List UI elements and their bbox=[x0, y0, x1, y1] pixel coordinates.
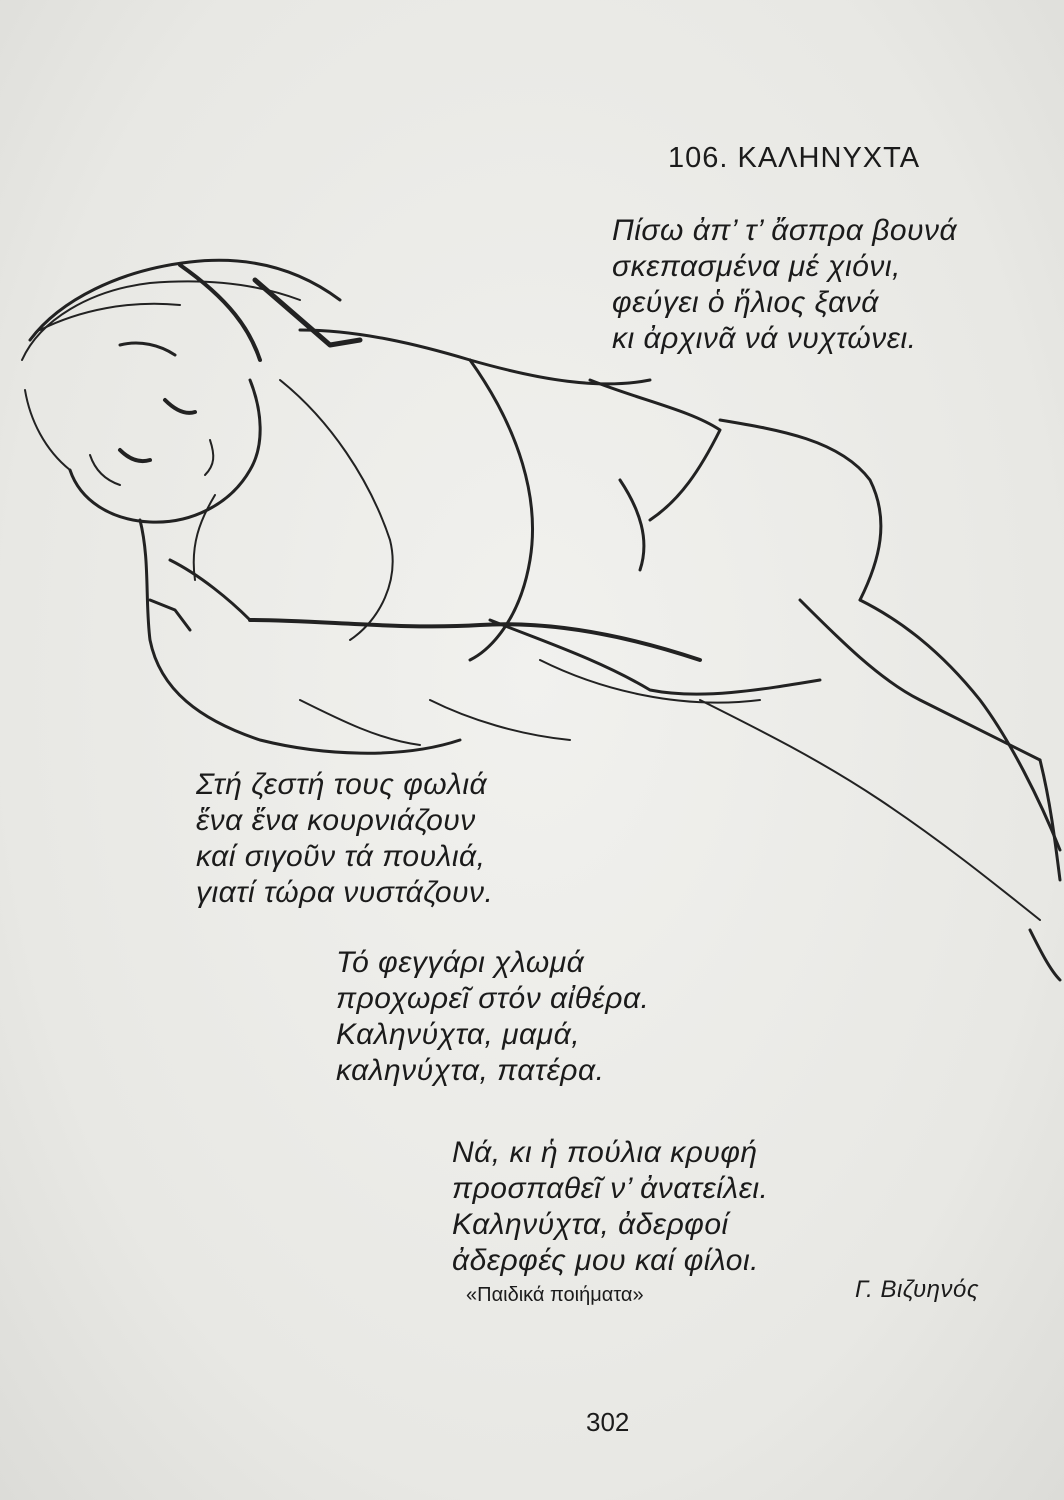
stanza-2 bbox=[196, 767, 493, 911]
verse-line: φεύγει ὁ ἥλιος ξανά bbox=[612, 286, 879, 319]
verse-line: σκεπασμένα μέ χιόνι, bbox=[612, 250, 901, 283]
verse-line: προσπαθεῖ ν’ ἀνατείλει. bbox=[452, 1172, 769, 1205]
verse-line: γιατί τώρα νυστάζουν. bbox=[196, 876, 494, 909]
verse-line: καληνύχτα, πατέρα. bbox=[336, 1054, 605, 1087]
stanza-1 bbox=[612, 213, 957, 357]
poem-author: Γ. Βιζυηνός bbox=[855, 1276, 979, 1303]
verse-line: Στή ζεστή τους φωλιά bbox=[196, 768, 488, 801]
verse-line: Νά, κι ἡ πούλια κρυφή bbox=[452, 1136, 758, 1169]
verse-line: προχωρεῖ στόν αἰθέρα. bbox=[336, 982, 650, 1015]
page-number: 302 bbox=[586, 1407, 630, 1437]
verse-line: Πίσω ἀπ’ τ’ ἄσπρα βουνά bbox=[612, 214, 958, 247]
verse-line: ἀδερφές μου καί φίλοι. bbox=[452, 1244, 759, 1277]
stanza-3 bbox=[336, 945, 649, 1089]
stanza-4 bbox=[452, 1135, 768, 1279]
poem-title: 106. ΚΑΛΗΝΥΧΤΑ bbox=[668, 142, 921, 174]
verse-line: Καληνύχτα, μαμά, bbox=[336, 1018, 581, 1051]
verse-line: καί σιγοῦν τά πουλιά, bbox=[196, 840, 486, 873]
verse-line: κι ἀρχινᾶ νά νυχτώνει. bbox=[612, 322, 917, 355]
verse-line: ἕνα ἕνα κουρνιάζουν bbox=[196, 804, 476, 837]
source-title: «Παιδικά ποιήματα» bbox=[466, 1284, 644, 1306]
verse-line: Καληνύχτα, ἀδερφοί bbox=[452, 1208, 729, 1241]
verse-line: Τό φεγγάρι χλωμά bbox=[336, 946, 585, 979]
